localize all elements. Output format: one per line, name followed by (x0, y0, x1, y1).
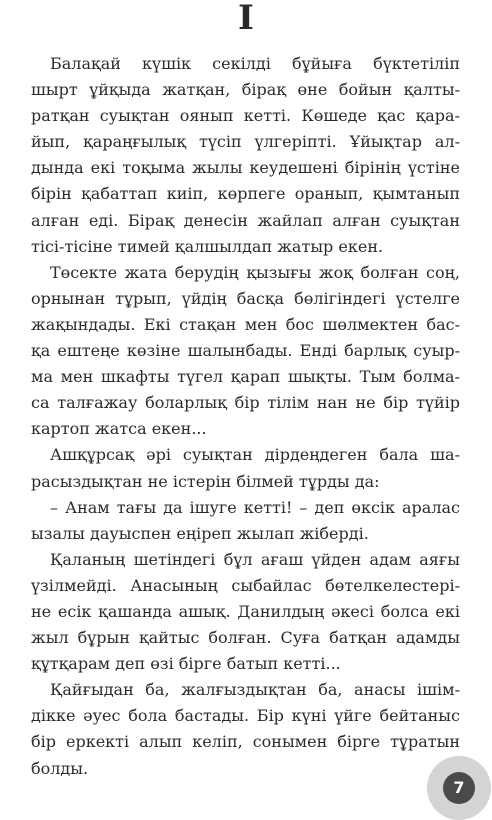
text-line: жыл бұрын қайтыс болған. Суға батқан адамды (31, 628, 460, 648)
text-line: бір еркекті алып келіп, сонымен бірге тұратын (31, 732, 460, 752)
text-line: құтқарам деп өзі бірге батып кетті... (31, 654, 341, 674)
text-line: Қаланың шетіндегі бұл ағаш үйден адам аяғы (50, 549, 460, 569)
text-line: тісі-тісіне тимей қалшылдап жатыр екен. (31, 236, 384, 256)
text-line: не есік қашанда ашық. Данилдың әкесі болса екі (31, 601, 460, 621)
text-line: қа ештеңе көзіне шалынбады. Енді барлық суыр- (31, 341, 460, 361)
text-line: Балақай күшік секілді бұйыға бүктетіліп (50, 54, 460, 73)
paragraph (31, 677, 460, 781)
text-line: дікке әуес бола бастады. Бір күні үйге бейтаныс (31, 706, 460, 726)
text-line: болды. (31, 758, 89, 778)
text-line: – Анам тағы да ішуге кетті! – деп өксік аралас (50, 497, 460, 517)
text-line: шырт ұйқыда жатқан, бірақ өне бойын қалты- (31, 80, 460, 100)
text-line: дында екі тоқыма жылы кеудешені бірінің үстіне (31, 158, 460, 178)
text-line: са талғажау боларлық бір тілім нан не бір түйір (31, 393, 460, 413)
text-line: орнынан тұрып, үйдің басқа бөлігіндегі үстелге (31, 288, 460, 308)
paragraph (31, 51, 460, 260)
text-line: жақындады. Екі стақан мен бос шөлмектен бас- (31, 314, 460, 334)
text-line: үзілмейді. Анасының сыбайлас бөтелкелестері- (31, 575, 460, 595)
page-number: 7 (443, 772, 475, 804)
paragraph (31, 547, 460, 677)
text-line: йып, қараңғылық түсіп үлгеріпті. Ұйықтар ал- (31, 132, 460, 152)
text-line: ма мен шкафты түгел қарап шықты. Тым болма- (31, 367, 460, 387)
text-line: ратқан суықтан оянып кетті. Көшеде қас қара- (31, 106, 460, 126)
text-line: Ашқұрсақ әрі суықтан дірдеңдеген бала ша- (50, 445, 460, 465)
text-line: алған еді. Бірақ денесін жайлап алған суықтан (31, 210, 460, 230)
body-text (31, 51, 460, 782)
text-line: ызалы дауыспен еңіреп жылап жіберді. (31, 523, 369, 543)
text-line: бірін қабаттап киіп, көрпеге оранып, қымтанып (31, 184, 460, 204)
paragraph (31, 442, 460, 494)
paragraph (31, 495, 460, 547)
paragraph (31, 260, 460, 443)
text-line: картоп жатса екен... (31, 419, 207, 439)
chapter-number: I (238, 0, 254, 38)
text-line: расыздықтан не істерін білмей тұрды да: (31, 471, 380, 491)
text-line: Төсекте жата берудің қызығы жоқ болған соң, (50, 262, 460, 282)
text-line: Қайғыдан ба, жалғыздықтан ба, анасы ішім- (50, 680, 460, 700)
